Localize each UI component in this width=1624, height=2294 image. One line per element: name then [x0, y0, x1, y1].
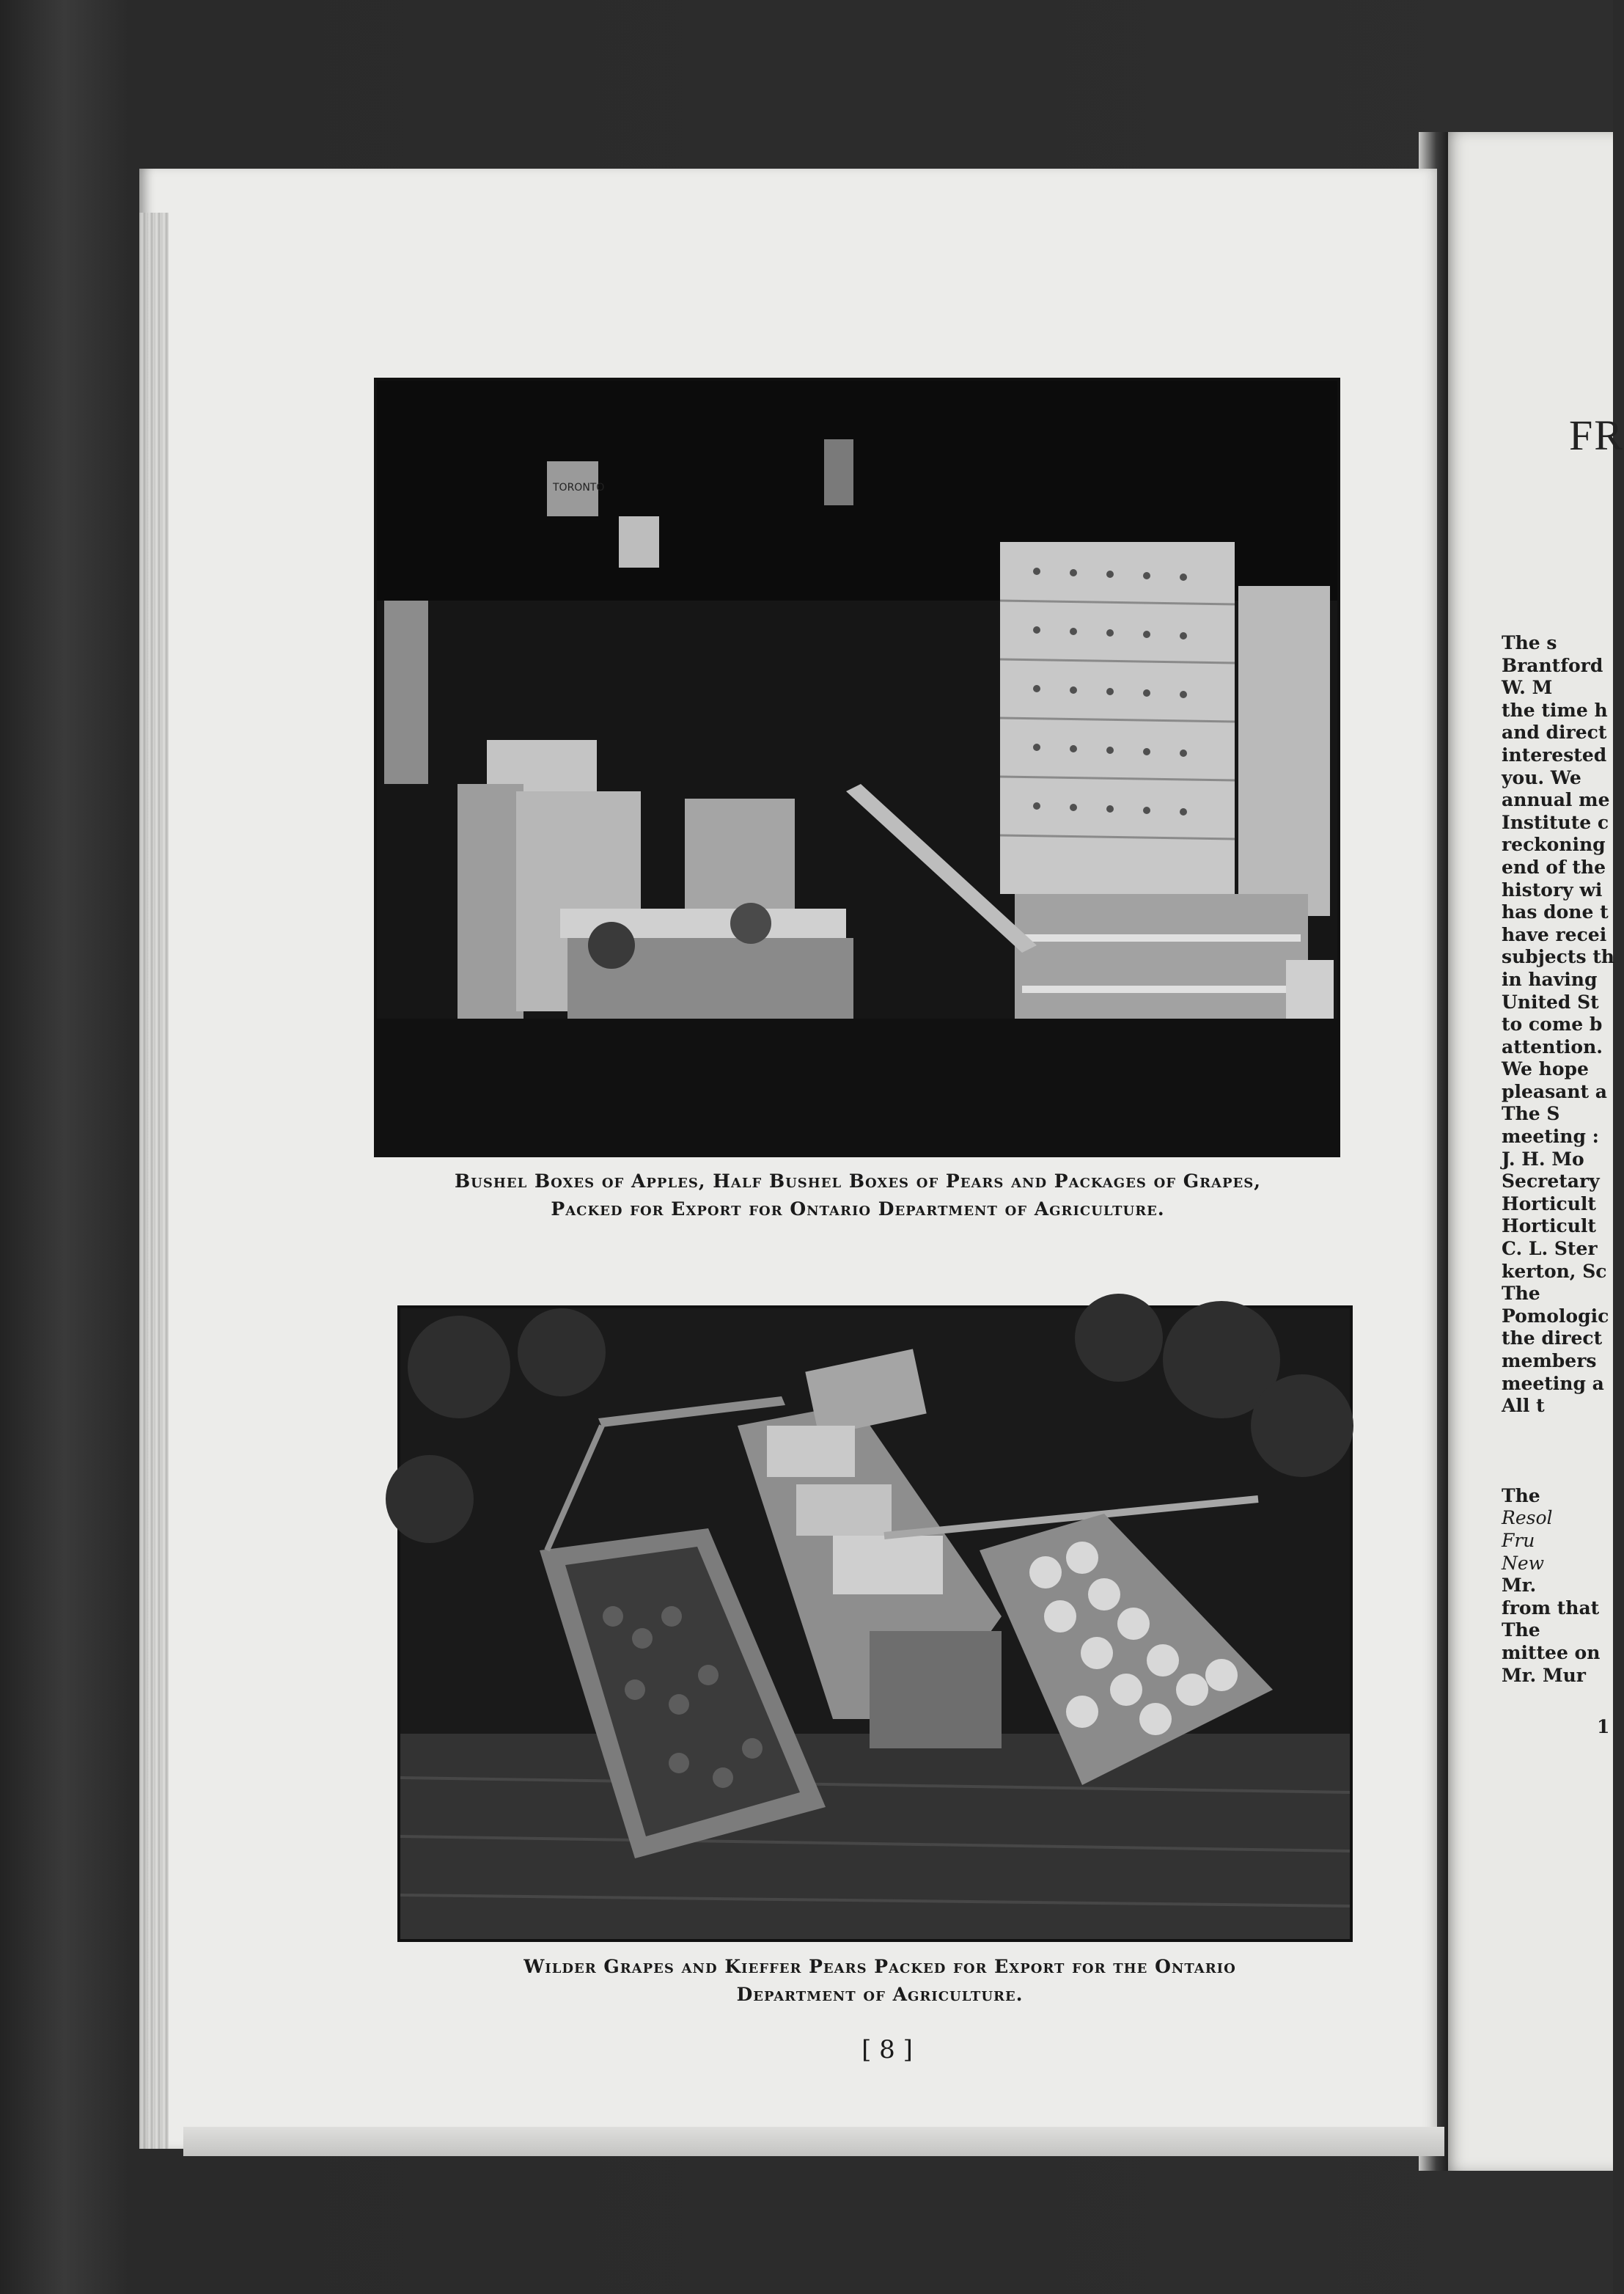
right-page-heading: FR [1569, 411, 1624, 459]
right-text-line: Institute c [1502, 811, 1609, 833]
right-text-line: the time h [1502, 699, 1608, 721]
page-edge-left [139, 213, 169, 2149]
right-text-line: The [1502, 1484, 1540, 1506]
right-text-line: interested [1502, 744, 1607, 766]
right-text-line: Fru [1502, 1529, 1535, 1551]
right-text-line: J. H. Mo [1502, 1148, 1584, 1170]
right-text-line: the direct [1502, 1327, 1603, 1349]
caption-export-boxes [396, 1168, 1320, 1223]
photo-export-boxes-image [377, 381, 1337, 1154]
right-text-gap [1502, 1687, 1613, 1716]
right-text-line: end of the [1502, 856, 1606, 878]
right-text-line: members [1502, 1350, 1597, 1371]
right-text-line: has done t [1502, 901, 1609, 923]
right-text-line: Mr. [1502, 1575, 1537, 1597]
right-text-line: The S [1502, 1103, 1560, 1125]
right-text-line: C. L. Ster [1502, 1238, 1598, 1260]
right-text-line: kerton, Sc [1502, 1260, 1607, 1282]
right-text-line: Pomologic [1502, 1305, 1609, 1327]
right-text-line: have recei [1502, 923, 1607, 945]
right-text-line: subjects th [1502, 946, 1614, 968]
page-number: [ 8 ] [861, 2035, 913, 2064]
photo-grapes-pears [397, 1305, 1353, 1942]
right-text-gap [1502, 1418, 1613, 1485]
right-text-line: annual me [1502, 789, 1610, 811]
right-text-line: We hope [1502, 1058, 1589, 1080]
photo-export-boxes [374, 378, 1340, 1157]
right-page-text [1502, 632, 1613, 1739]
right-text-line: The [1502, 1619, 1540, 1641]
right-text-line: meeting : [1502, 1126, 1599, 1148]
right-text-line: mittee on [1502, 1641, 1601, 1663]
right-text-line: Resol [1502, 1507, 1553, 1529]
right-text-line: Brantford [1502, 654, 1603, 676]
right-text-line: pleasant a [1502, 1080, 1607, 1102]
svg-text:TORONTO: TORONTO [553, 482, 605, 494]
caption-export-boxes-line-2: Packed for Export for Ontario Department of Agriculture. [551, 1198, 1165, 1220]
photo-grapes-pears-image [400, 1308, 1350, 1939]
right-text-line: and direct [1502, 722, 1607, 744]
caption-grapes-pears [447, 1953, 1312, 2009]
right-text-line: to come b [1502, 1014, 1603, 1036]
right-text-line: The [1502, 1283, 1540, 1305]
right-text-line: Mr. Mur [1502, 1664, 1586, 1686]
caption-export-boxes-line-1: Bushel Boxes of Apples, Half Bushel Boxes of Pears and Packages of Grapes, [455, 1170, 1261, 1192]
right-text-line: attention. [1502, 1036, 1603, 1058]
right-text-line: New [1502, 1552, 1545, 1574]
right-text-line: from that [1502, 1597, 1600, 1619]
right-text-line: history wi [1502, 879, 1603, 901]
right-text-line: United St [1502, 991, 1599, 1013]
right-text-line: Secretary [1502, 1170, 1600, 1192]
right-text-line: All t [1502, 1395, 1545, 1417]
page-edge-bottom [183, 2127, 1444, 2156]
right-text-line: reckoning [1502, 834, 1606, 856]
right-text-line: meeting a [1502, 1372, 1604, 1394]
right-text-line: in having [1502, 968, 1598, 990]
right-text-line: The s [1502, 632, 1557, 653]
right-text-line: Horticult [1502, 1215, 1596, 1237]
right-text-line: Horticult [1502, 1192, 1596, 1214]
right-text-line: you. We [1502, 766, 1581, 788]
right-page-fragment-number: 1 [1597, 1716, 1610, 1738]
right-text-line: W. M [1502, 677, 1553, 699]
caption-grapes-pears-line-2: Department of Agriculture. [736, 1984, 1024, 2005]
caption-grapes-pears-line-1: Wilder Grapes and Kieffer Pears Packed for Export for the Ontario [523, 1956, 1236, 1977]
